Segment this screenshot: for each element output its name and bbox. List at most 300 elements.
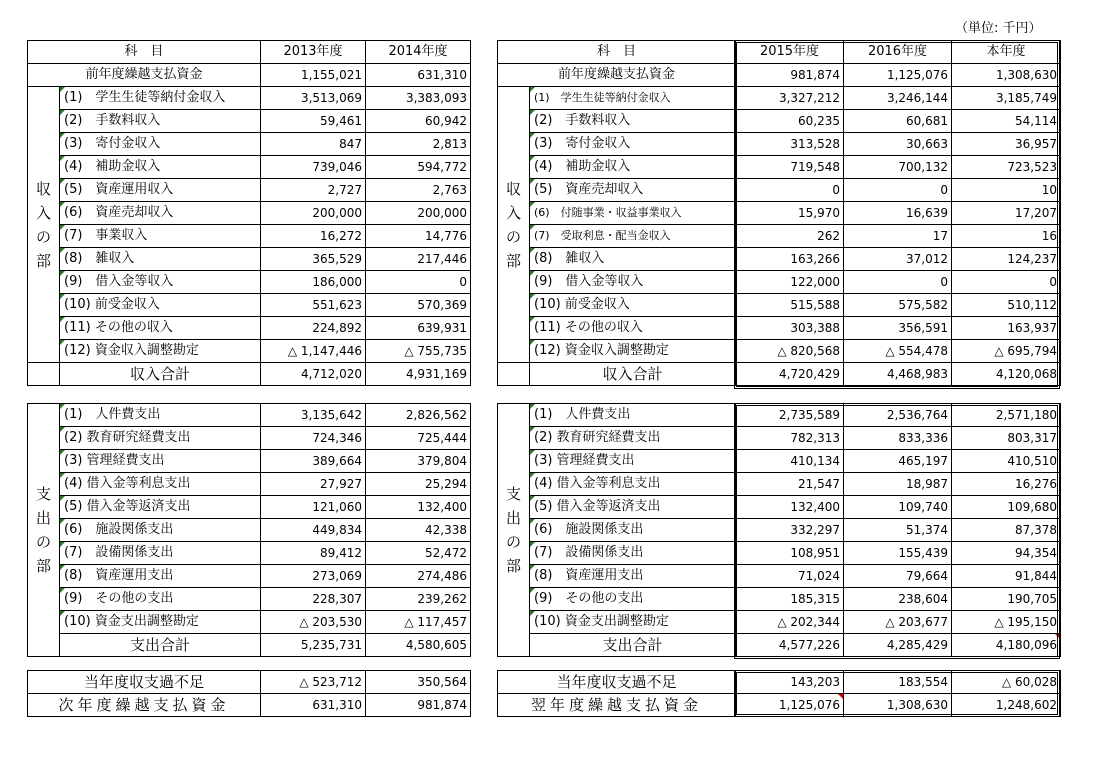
expense-item-label [530,450,736,473]
expense-value: 121,060 [261,496,366,519]
carry-in-value: 631,310 [366,64,471,87]
year-header: 本年度 [952,41,1061,64]
income-section-label: 収 入 の 部 [28,87,60,363]
balance-label: 当年度収支過不足 [28,671,261,694]
item-label-text: (10) 資金支出調整勘定 [64,614,199,629]
income-item-label [60,248,261,271]
expense-value: 3,135,642 [261,404,366,427]
expense-value: 42,338 [366,519,471,542]
table-row [498,611,1061,634]
income-value: 163,937 [952,317,1061,340]
income-value: 551,623 [261,294,366,317]
expense-total-value [366,634,471,657]
item-label-text: (5) 借入金等返済支出 [64,499,191,514]
subject-header: 科 目 [498,41,736,64]
table-row [498,317,1061,340]
balance-value: 350,564 [366,671,471,694]
expense-item-label [530,404,736,427]
item-label-text: (9) 借入金等収入 [534,274,644,289]
item-label-text: (1) 人件費支出 [534,407,631,422]
expense-value: 725,444 [366,427,471,450]
income-total-value: 4,712,020 [261,363,366,386]
income-item-label [530,110,736,133]
income-item-label [530,317,736,340]
income-value: △ 755,735 [366,340,471,363]
item-label-text: (5) 資産売却収入 [534,182,644,197]
income-value: 0 [844,271,952,294]
income-value: 3,383,093 [366,87,471,110]
expense-total-value [844,634,952,657]
expense-section-label: 支 出 の 部 [28,404,60,657]
income-value: 575,582 [844,294,952,317]
year-header: 2015年度 [736,41,844,64]
income-value: 3,327,212 [736,87,844,110]
item-label-text: (3) 寄付金収入 [64,136,161,151]
income-value: 14,776 [366,225,471,248]
expense-value: 109,740 [844,496,952,519]
expense-item-label [60,473,261,496]
carry-out-label: 次年度繰越支払資金 [28,694,261,717]
income-value: 0 [952,271,1061,294]
income-total-value: 4,120,068 [952,363,1061,386]
income-value: 163,266 [736,248,844,271]
item-label-text: (4) 補助金収入 [64,159,161,174]
value-text: 631,310 [312,698,362,712]
item-label-text: (9) その他の支出 [534,591,644,606]
item-label-text: (6) 施設関係支出 [64,522,174,537]
income-total-label: 収入合計 [60,363,261,386]
item-label-text: (8) 雑収入 [64,251,135,266]
income-value: 515,588 [736,294,844,317]
income-value: 54,114 [952,110,1061,133]
expense-item-label [60,450,261,473]
income-value: 16,639 [844,202,952,225]
item-label-text: (7) 設備関係支出 [64,545,174,560]
table-row [498,496,1061,519]
table-row [28,473,471,496]
income-total-row [498,363,1061,386]
income-item-label [60,156,261,179]
expense-value: △ 202,344 [736,611,844,634]
table-row [498,294,1061,317]
balance-row [498,671,1061,694]
item-label-text: (1) 人件費支出 [64,407,161,422]
item-label-text: (9) 借入金等収入 [64,274,174,289]
income-section-label: 収 入 の 部 [498,87,530,363]
item-label-text: (7) 受取利息・配当金収入 [534,229,671,242]
header-row [498,41,1061,64]
table-row [28,611,471,634]
right-expense-table [497,403,1061,657]
carry-out-value [736,694,844,717]
income-item-label [60,202,261,225]
subject-header: 科 目 [28,41,261,64]
income-value: 3,246,144 [844,87,952,110]
income-value: 570,369 [366,294,471,317]
carry-in-label: 前年度繰越支払資金 [498,64,736,87]
item-label-text: (2) 教育研究経費支出 [64,430,191,445]
expense-value: 132,400 [366,496,471,519]
expense-value: 25,294 [366,473,471,496]
expense-total-value [736,634,844,657]
income-item-label [530,294,736,317]
item-label-text: (4) 補助金収入 [534,159,631,174]
table-row [498,565,1061,588]
expense-item-label [60,542,261,565]
value-text: 4,285,429 [886,638,948,652]
income-item-label [60,317,261,340]
expense-value: 71,024 [736,565,844,588]
income-value: 719,548 [736,156,844,179]
expense-value: 2,536,764 [844,404,952,427]
expense-total-value [952,634,1061,657]
income-value: 60,235 [736,110,844,133]
item-label-text: (2) 手数料収入 [534,113,631,128]
income-item-label [530,133,736,156]
item-label-text: (4) 借入金等利息支出 [64,476,191,491]
header-row [28,41,471,64]
carry-in-value: 1,125,076 [844,64,952,87]
expense-item-label [530,611,736,634]
item-label-text: (3) 管理経費支出 [534,453,635,468]
right-income-table [497,40,1061,386]
carry-out-value [366,694,471,717]
expense-value: 465,197 [844,450,952,473]
expense-value: 190,705 [952,588,1061,611]
table-row [28,496,471,519]
expense-value: 21,547 [736,473,844,496]
income-item-label [530,248,736,271]
table-row [28,588,471,611]
expense-item-label [60,404,261,427]
income-item-label [60,271,261,294]
table-row [28,542,471,565]
expense-item-label [60,496,261,519]
income-value: 594,772 [366,156,471,179]
table-row [498,404,1061,427]
balance-row [28,671,471,694]
expense-value: △ 203,530 [261,611,366,634]
table-row [498,110,1061,133]
item-label-text: (6) 付随事業・収益事業収入 [534,206,682,219]
expense-item-label [530,565,736,588]
expense-value: 94,354 [952,542,1061,565]
expense-total-value [261,634,366,657]
item-label-text: (3) 管理経費支出 [64,453,165,468]
expense-item-label [60,565,261,588]
table-row [28,450,471,473]
expense-total-label: 支出合計 [530,634,736,657]
expense-value: 833,336 [844,427,952,450]
income-item-label [60,110,261,133]
expense-value: 379,804 [366,450,471,473]
income-value: 3,513,069 [261,87,366,110]
expense-total-row [498,634,1061,657]
value-text: 1,308,630 [886,698,948,712]
income-item-label [60,133,261,156]
income-value: 59,461 [261,110,366,133]
income-value: 217,446 [366,248,471,271]
item-label-text: (9) その他の支出 [64,591,174,606]
table-row [498,450,1061,473]
expense-value: 79,664 [844,565,952,588]
year-header: 2014年度 [366,41,471,64]
expense-value: 803,317 [952,427,1061,450]
income-value: 700,132 [844,156,952,179]
item-label-text: (4) 借入金等利息支出 [534,476,661,491]
expense-value: 228,307 [261,588,366,611]
income-item-label [60,340,261,363]
table-row [28,202,471,225]
expense-value: 724,346 [261,427,366,450]
income-item-label [60,225,261,248]
expense-value: 155,439 [844,542,952,565]
income-value: 36,957 [952,133,1061,156]
table-row [498,542,1061,565]
table-row [498,340,1061,363]
income-total-value: 4,720,429 [736,363,844,386]
income-value: 2,727 [261,179,366,202]
income-item-label [530,340,736,363]
table-row [28,404,471,427]
income-value: 0 [736,179,844,202]
expense-value: 18,987 [844,473,952,496]
item-label-text: (7) 設備関係支出 [534,545,644,560]
expense-value: 52,472 [366,542,471,565]
value-text: 4,580,605 [405,638,467,652]
expense-value: 2,571,180 [952,404,1061,427]
expense-value: 27,927 [261,473,366,496]
table-row [28,271,471,294]
income-item-label [60,87,261,110]
income-value: 739,046 [261,156,366,179]
income-value: 186,000 [261,271,366,294]
item-label-text: (7) 事業収入 [64,228,148,243]
income-value: 2,763 [366,179,471,202]
table-row [498,87,1061,110]
table-row [498,225,1061,248]
income-value: 262 [736,225,844,248]
carry-out-row [498,694,1061,717]
item-label-text: (8) 雑収入 [534,251,605,266]
income-total-value: 4,468,983 [844,363,952,386]
income-value: 124,237 [952,248,1061,271]
item-label-text: (8) 資産運用支出 [64,568,174,583]
income-value: 17 [844,225,952,248]
expense-item-label [530,496,736,519]
table-row [498,248,1061,271]
income-value: 37,012 [844,248,952,271]
expense-section-label: 支 出 の 部 [498,404,530,657]
income-value: 0 [844,179,952,202]
income-value: 16,272 [261,225,366,248]
expense-value: 389,664 [261,450,366,473]
expense-value: 273,069 [261,565,366,588]
income-value: 303,388 [736,317,844,340]
item-label-text: (6) 施設関係支出 [534,522,644,537]
expense-item-label [60,427,261,450]
balance-label: 当年度収支過不足 [498,671,736,694]
expense-value: △ 203,677 [844,611,952,634]
carry-out-value [261,694,366,717]
expense-value: 410,510 [952,450,1061,473]
balance-value: 143,203 [736,671,844,694]
table-row [28,179,471,202]
expense-total-label: 支出合計 [60,634,261,657]
year-header: 2013年度 [261,41,366,64]
carry-out-label: 翌年度繰越支払資金 [498,694,736,717]
table-row [28,225,471,248]
expense-value: 51,374 [844,519,952,542]
expense-item-label [530,427,736,450]
table-row [498,427,1061,450]
expense-item-label [60,519,261,542]
table-row [28,340,471,363]
expense-value: 2,826,562 [366,404,471,427]
left-expense-table [27,403,471,657]
carry-out-value [844,694,952,717]
expense-value: 91,844 [952,565,1061,588]
income-value: 200,000 [366,202,471,225]
table-row [28,565,471,588]
table-row [28,87,471,110]
carry-in-value: 981,874 [736,64,844,87]
value-text: 4,180,096 [995,638,1057,652]
income-value: △ 554,478 [844,340,952,363]
balance-value: △ 523,712 [261,671,366,694]
value-text: 4,577,226 [778,638,840,652]
expense-value: 332,297 [736,519,844,542]
year-header: 2016年度 [844,41,952,64]
carry-in-value: 1,308,630 [952,64,1061,87]
left-income-table [27,40,471,386]
income-value: 16 [952,225,1061,248]
table-row [28,156,471,179]
income-value: 15,970 [736,202,844,225]
expense-value: 108,951 [736,542,844,565]
table-row [28,317,471,340]
income-item-label [530,202,736,225]
expense-value: △ 195,150 [952,611,1061,634]
item-label-text: (5) 借入金等返済支出 [534,499,661,514]
income-value: 200,000 [261,202,366,225]
balance-value: △ 60,028 [952,671,1061,694]
income-value: △ 1,147,446 [261,340,366,363]
blank-cell [28,363,60,386]
expense-value: 238,604 [844,588,952,611]
item-label-text: (2) 教育研究経費支出 [534,430,661,445]
table-row [498,179,1061,202]
income-item-label [530,225,736,248]
table-row [28,427,471,450]
carry-out-row [28,694,471,717]
expense-value: 410,134 [736,450,844,473]
table-row [498,156,1061,179]
income-value: 639,931 [366,317,471,340]
income-item-label [530,271,736,294]
item-label-text: (1) 学生生徒等納付金収入 [64,90,226,105]
item-label-text: (5) 資産運用収入 [64,182,174,197]
carry-in-label: 前年度繰越支払資金 [28,64,261,87]
expense-item-label [60,611,261,634]
item-label-text: (2) 手数料収入 [64,113,161,128]
carry-in-row [28,64,471,87]
balance-value: 183,554 [844,671,952,694]
table-row [28,294,471,317]
expense-value: 782,313 [736,427,844,450]
table-row [28,133,471,156]
table-row [498,588,1061,611]
income-value: 313,528 [736,133,844,156]
income-value: 510,112 [952,294,1061,317]
income-item-label [60,294,261,317]
income-total-row [28,363,471,386]
expense-value: 132,400 [736,496,844,519]
item-label-text: (11) その他の収入 [64,320,173,335]
value-text: 1,125,076 [778,698,840,712]
item-label-text: (8) 資産運用支出 [534,568,644,583]
expense-item-label [530,519,736,542]
income-value: 10 [952,179,1061,202]
table-row [28,110,471,133]
item-label-text: (6) 資産売却収入 [64,205,174,220]
unit-label: （単位: 千円） [955,21,1042,36]
income-total-value: 4,931,169 [366,363,471,386]
expense-item-label [530,542,736,565]
income-value: 224,892 [261,317,366,340]
income-value: 2,813 [366,133,471,156]
value-text: 5,235,731 [300,638,362,652]
expense-value: 2,735,589 [736,404,844,427]
income-value: 0 [366,271,471,294]
expense-value: 109,680 [952,496,1061,519]
income-total-label: 収入合計 [530,363,736,386]
table-row [498,133,1061,156]
income-value: △ 820,568 [736,340,844,363]
income-value: 847 [261,133,366,156]
item-label-text: (11) その他の収入 [534,320,643,335]
table-row [28,519,471,542]
expense-value: 87,378 [952,519,1061,542]
income-item-label [60,179,261,202]
income-value: 17,207 [952,202,1061,225]
expense-item-label [530,588,736,611]
item-label-text: (10) 資金支出調整勘定 [534,614,669,629]
item-label-text: (12) 資金収入調整勘定 [64,343,199,358]
value-text: 981,874 [417,698,467,712]
table-row [498,202,1061,225]
value-text: 1,248,602 [995,698,1057,712]
income-value: 723,523 [952,156,1061,179]
carry-in-row [498,64,1061,87]
expense-value: 239,262 [366,588,471,611]
expense-value: 16,276 [952,473,1061,496]
expense-item-label [530,473,736,496]
table-row [28,248,471,271]
income-value: △ 695,794 [952,340,1061,363]
left-summary-table [27,670,471,717]
expense-item-label [60,588,261,611]
item-label-text: (10) 前受金収入 [64,297,160,312]
income-value: 356,591 [844,317,952,340]
income-value: 30,663 [844,133,952,156]
item-label-text: (1) 学生生徒等納付金収入 [534,91,671,104]
expense-value: 449,834 [261,519,366,542]
expense-value: △ 117,457 [366,611,471,634]
income-value: 60,942 [366,110,471,133]
table-row [498,271,1061,294]
expense-value: 274,486 [366,565,471,588]
